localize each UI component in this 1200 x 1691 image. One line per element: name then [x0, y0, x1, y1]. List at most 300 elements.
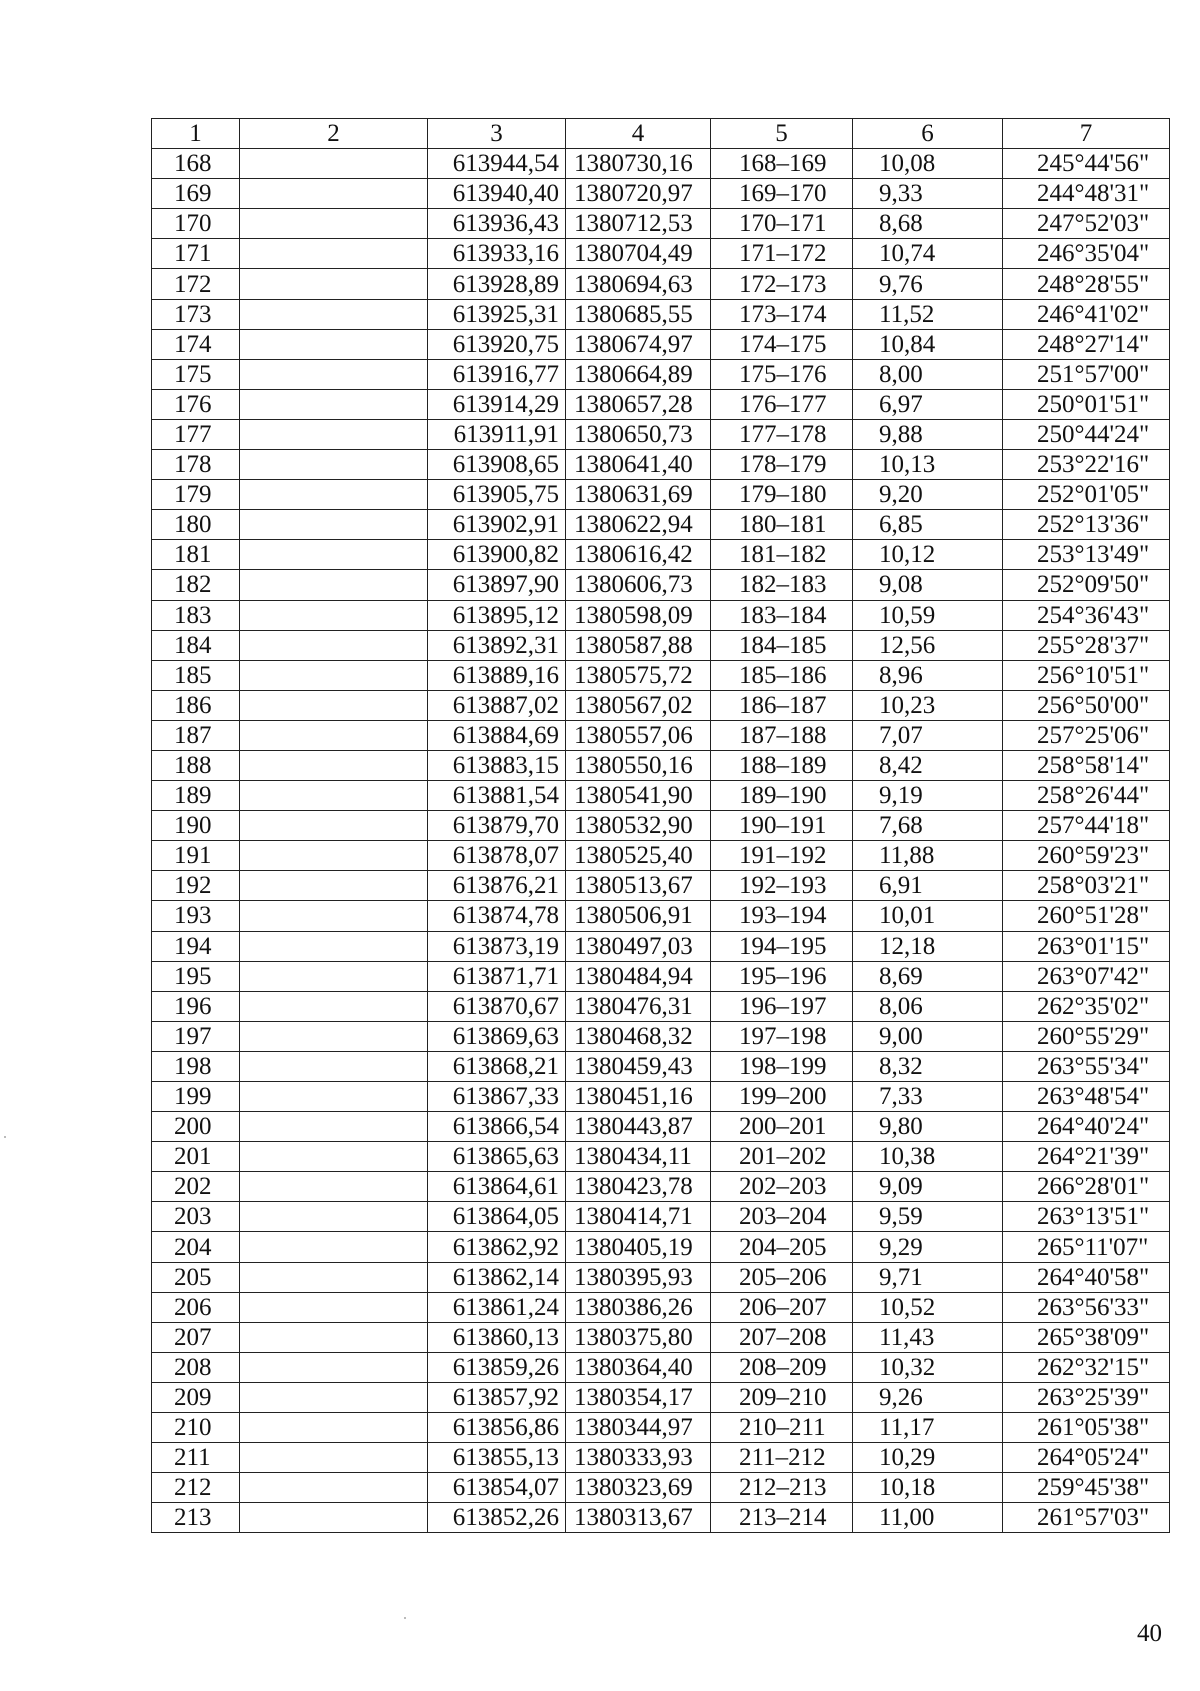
point-number-cell: 187 — [152, 720, 240, 750]
y-coordinate-cell: 1380598,09 — [566, 600, 711, 630]
segment-cell: 191–192 — [711, 841, 853, 871]
y-coordinate-cell: 1380704,49 — [566, 239, 711, 269]
bearing-cell: 254°36'43" — [1003, 600, 1170, 630]
empty-cell-cell — [240, 359, 428, 389]
distance-cell: 7,07 — [853, 720, 1003, 750]
y-coordinate-cell: 1380423,78 — [566, 1172, 711, 1202]
x-coordinate-cell: 613940,40 — [428, 179, 566, 209]
point-number-cell: 177 — [152, 419, 240, 449]
y-coordinate-cell: 1380606,73 — [566, 570, 711, 600]
y-coordinate-cell: 1380451,16 — [566, 1082, 711, 1112]
y-coordinate-cell: 1380313,67 — [566, 1503, 711, 1533]
table-row — [152, 660, 1170, 690]
segment-cell: 183–184 — [711, 600, 853, 630]
empty-cell-cell — [240, 1112, 428, 1142]
empty-cell-cell — [240, 239, 428, 269]
x-coordinate-cell: 613852,26 — [428, 1503, 566, 1533]
bearing-cell: 260°55'29" — [1003, 1021, 1170, 1051]
y-coordinate-cell: 1380631,69 — [566, 480, 711, 510]
y-coordinate-cell: 1380414,71 — [566, 1202, 711, 1232]
bearing-cell: 260°59'23" — [1003, 841, 1170, 871]
y-coordinate-cell: 1380497,03 — [566, 931, 711, 961]
table-row — [152, 1051, 1170, 1081]
x-coordinate-cell: 613857,92 — [428, 1382, 566, 1412]
table-row — [152, 841, 1170, 871]
bearing-cell: 264°21'39" — [1003, 1142, 1170, 1172]
x-coordinate-cell: 613928,89 — [428, 269, 566, 299]
segment-cell: 195–196 — [711, 961, 853, 991]
distance-cell: 12,18 — [853, 931, 1003, 961]
x-coordinate-cell: 613895,12 — [428, 600, 566, 630]
distance-cell: 7,33 — [853, 1082, 1003, 1112]
x-coordinate-cell: 613911,91 — [428, 419, 566, 449]
y-coordinate-cell: 1380468,32 — [566, 1021, 711, 1051]
table-row — [152, 269, 1170, 299]
x-coordinate-cell: 613859,26 — [428, 1352, 566, 1382]
empty-cell-cell — [240, 389, 428, 419]
point-number-cell: 186 — [152, 690, 240, 720]
empty-cell-cell — [240, 329, 428, 359]
empty-cell-cell — [240, 871, 428, 901]
distance-cell: 11,88 — [853, 841, 1003, 871]
table-row — [152, 1382, 1170, 1412]
bearing-cell: 261°57'03" — [1003, 1503, 1170, 1533]
segment-cell: 199–200 — [711, 1082, 853, 1112]
segment-cell: 190–191 — [711, 811, 853, 841]
bearing-cell: 255°28'37" — [1003, 630, 1170, 660]
table-row — [152, 570, 1170, 600]
table-row — [152, 690, 1170, 720]
table-row — [152, 389, 1170, 419]
y-coordinate-cell: 1380641,40 — [566, 450, 711, 480]
distance-cell: 8,00 — [853, 359, 1003, 389]
segment-cell: 178–179 — [711, 450, 853, 480]
y-coordinate-cell: 1380395,93 — [566, 1262, 711, 1292]
segment-cell: 189–190 — [711, 781, 853, 811]
bearing-cell: 258°58'14" — [1003, 750, 1170, 780]
x-coordinate-cell: 613944,54 — [428, 149, 566, 179]
y-coordinate-cell: 1380476,31 — [566, 991, 711, 1021]
segment-cell: 202–203 — [711, 1172, 853, 1202]
segment-cell: 207–208 — [711, 1322, 853, 1352]
bearing-cell: 257°25'06" — [1003, 720, 1170, 750]
y-coordinate-cell: 1380557,06 — [566, 720, 711, 750]
point-number-cell: 180 — [152, 510, 240, 540]
x-coordinate-cell: 613883,15 — [428, 750, 566, 780]
segment-cell: 176–177 — [711, 389, 853, 419]
segment-cell: 182–183 — [711, 570, 853, 600]
column-header-6: 6 — [853, 119, 1003, 149]
empty-cell-cell — [240, 450, 428, 480]
distance-cell: 9,08 — [853, 570, 1003, 600]
segment-cell: 170–171 — [711, 209, 853, 239]
empty-cell-cell — [240, 149, 428, 179]
y-coordinate-cell: 1380712,53 — [566, 209, 711, 239]
y-coordinate-cell: 1380587,88 — [566, 630, 711, 660]
table-body — [152, 149, 1170, 1533]
empty-cell-cell — [240, 540, 428, 570]
y-coordinate-cell: 1380434,11 — [566, 1142, 711, 1172]
segment-cell: 206–207 — [711, 1292, 853, 1322]
bearing-cell: 265°38'09" — [1003, 1322, 1170, 1352]
table-row — [152, 149, 1170, 179]
point-number-cell: 210 — [152, 1413, 240, 1443]
empty-cell-cell — [240, 750, 428, 780]
distance-cell: 10,18 — [853, 1473, 1003, 1503]
bearing-cell: 263°07'42" — [1003, 961, 1170, 991]
column-header-3: 3 — [428, 119, 566, 149]
empty-cell-cell — [240, 1262, 428, 1292]
segment-cell: 192–193 — [711, 871, 853, 901]
x-coordinate-cell: 613867,33 — [428, 1082, 566, 1112]
segment-cell: 179–180 — [711, 480, 853, 510]
empty-cell-cell — [240, 1142, 428, 1172]
distance-cell: 11,00 — [853, 1503, 1003, 1533]
empty-cell-cell — [240, 209, 428, 239]
bearing-cell: 263°01'15" — [1003, 931, 1170, 961]
bearing-cell: 264°40'24" — [1003, 1112, 1170, 1142]
empty-cell-cell — [240, 1382, 428, 1412]
bearing-cell: 256°50'00" — [1003, 690, 1170, 720]
table-row — [152, 781, 1170, 811]
distance-cell: 10,84 — [853, 329, 1003, 359]
distance-cell: 8,06 — [853, 991, 1003, 1021]
point-number-cell: 174 — [152, 329, 240, 359]
x-coordinate-cell: 613873,19 — [428, 931, 566, 961]
y-coordinate-cell: 1380622,94 — [566, 510, 711, 540]
table-row — [152, 931, 1170, 961]
y-coordinate-cell: 1380532,90 — [566, 811, 711, 841]
x-coordinate-cell: 613854,07 — [428, 1473, 566, 1503]
table-row — [152, 510, 1170, 540]
table-row — [152, 540, 1170, 570]
empty-cell-cell — [240, 1232, 428, 1262]
y-coordinate-cell: 1380484,94 — [566, 961, 711, 991]
bearing-cell: 263°56'33" — [1003, 1292, 1170, 1322]
table-row — [152, 1021, 1170, 1051]
x-coordinate-cell: 613889,16 — [428, 660, 566, 690]
distance-cell: 8,42 — [853, 750, 1003, 780]
table-row — [152, 1443, 1170, 1473]
point-number-cell: 188 — [152, 750, 240, 780]
x-coordinate-cell: 613866,54 — [428, 1112, 566, 1142]
empty-cell-cell — [240, 991, 428, 1021]
point-number-cell: 200 — [152, 1112, 240, 1142]
segment-cell: 184–185 — [711, 630, 853, 660]
empty-cell-cell — [240, 1051, 428, 1081]
empty-cell-cell — [240, 720, 428, 750]
scan-speck — [4, 1136, 6, 1138]
bearing-cell: 244°48'31" — [1003, 179, 1170, 209]
bearing-cell: 246°41'02" — [1003, 299, 1170, 329]
segment-cell: 173–174 — [711, 299, 853, 329]
bearing-cell: 264°05'24" — [1003, 1443, 1170, 1473]
distance-cell: 12,56 — [853, 630, 1003, 660]
distance-cell: 9,33 — [853, 179, 1003, 209]
segment-cell: 204–205 — [711, 1232, 853, 1262]
bearing-cell: 245°44'56" — [1003, 149, 1170, 179]
bearing-cell: 252°09'50" — [1003, 570, 1170, 600]
point-number-cell: 175 — [152, 359, 240, 389]
empty-cell-cell — [240, 931, 428, 961]
x-coordinate-cell: 613865,63 — [428, 1142, 566, 1172]
x-coordinate-cell: 613870,67 — [428, 991, 566, 1021]
table-row — [152, 961, 1170, 991]
segment-cell: 177–178 — [711, 419, 853, 449]
x-coordinate-cell: 613864,61 — [428, 1172, 566, 1202]
distance-cell: 9,59 — [853, 1202, 1003, 1232]
distance-cell: 9,00 — [853, 1021, 1003, 1051]
bearing-cell: 253°22'16" — [1003, 450, 1170, 480]
table-row — [152, 179, 1170, 209]
x-coordinate-cell: 613900,82 — [428, 540, 566, 570]
bearing-cell: 266°28'01" — [1003, 1172, 1170, 1202]
x-coordinate-cell: 613869,63 — [428, 1021, 566, 1051]
bearing-cell: 251°57'00" — [1003, 359, 1170, 389]
y-coordinate-cell: 1380575,72 — [566, 660, 711, 690]
empty-cell-cell — [240, 690, 428, 720]
distance-cell: 11,43 — [853, 1322, 1003, 1352]
x-coordinate-cell: 613862,14 — [428, 1262, 566, 1292]
distance-cell: 9,80 — [853, 1112, 1003, 1142]
bearing-cell: 258°26'44" — [1003, 781, 1170, 811]
empty-cell-cell — [240, 901, 428, 931]
distance-cell: 10,01 — [853, 901, 1003, 931]
x-coordinate-cell: 613936,43 — [428, 209, 566, 239]
table-row — [152, 1232, 1170, 1262]
y-coordinate-cell: 1380333,93 — [566, 1443, 711, 1473]
table-row — [152, 750, 1170, 780]
empty-cell-cell — [240, 1413, 428, 1443]
x-coordinate-cell: 613933,16 — [428, 239, 566, 269]
segment-cell: 200–201 — [711, 1112, 853, 1142]
segment-cell: 181–182 — [711, 540, 853, 570]
table-row — [152, 1172, 1170, 1202]
point-number-cell: 169 — [152, 179, 240, 209]
table-row — [152, 901, 1170, 931]
point-number-cell: 171 — [152, 239, 240, 269]
bearing-cell: 261°05'38" — [1003, 1413, 1170, 1443]
point-number-cell: 173 — [152, 299, 240, 329]
segment-cell: 211–212 — [711, 1443, 853, 1473]
y-coordinate-cell: 1380354,17 — [566, 1382, 711, 1412]
point-number-cell: 213 — [152, 1503, 240, 1533]
segment-cell: 194–195 — [711, 931, 853, 961]
y-coordinate-cell: 1380386,26 — [566, 1292, 711, 1322]
bearing-cell: 263°55'34" — [1003, 1051, 1170, 1081]
empty-cell-cell — [240, 1082, 428, 1112]
segment-cell: 169–170 — [711, 179, 853, 209]
distance-cell: 8,32 — [853, 1051, 1003, 1081]
table-row — [152, 1082, 1170, 1112]
segment-cell: 168–169 — [711, 149, 853, 179]
x-coordinate-cell: 613864,05 — [428, 1202, 566, 1232]
table-row — [152, 1473, 1170, 1503]
empty-cell-cell — [240, 1292, 428, 1322]
point-number-cell: 203 — [152, 1202, 240, 1232]
y-coordinate-cell: 1380730,16 — [566, 149, 711, 179]
point-number-cell: 199 — [152, 1082, 240, 1112]
x-coordinate-cell: 613908,65 — [428, 450, 566, 480]
table-row — [152, 359, 1170, 389]
table-row — [152, 811, 1170, 841]
point-number-cell: 189 — [152, 781, 240, 811]
y-coordinate-cell: 1380459,43 — [566, 1051, 711, 1081]
bearing-cell: 263°25'39" — [1003, 1382, 1170, 1412]
column-header-5: 5 — [711, 119, 853, 149]
table-row — [152, 991, 1170, 1021]
y-coordinate-cell: 1380525,40 — [566, 841, 711, 871]
distance-cell: 10,08 — [853, 149, 1003, 179]
bearing-cell: 252°01'05" — [1003, 480, 1170, 510]
segment-cell: 185–186 — [711, 660, 853, 690]
bearing-cell: 257°44'18" — [1003, 811, 1170, 841]
segment-cell: 196–197 — [711, 991, 853, 1021]
distance-cell: 6,91 — [853, 871, 1003, 901]
distance-cell: 10,32 — [853, 1352, 1003, 1382]
distance-cell: 11,52 — [853, 299, 1003, 329]
y-coordinate-cell: 1380616,42 — [566, 540, 711, 570]
y-coordinate-cell: 1380375,80 — [566, 1322, 711, 1352]
empty-cell-cell — [240, 841, 428, 871]
x-coordinate-cell: 613861,24 — [428, 1292, 566, 1322]
segment-cell: 201–202 — [711, 1142, 853, 1172]
table-row — [152, 871, 1170, 901]
table-row — [152, 1292, 1170, 1322]
distance-cell: 10,38 — [853, 1142, 1003, 1172]
distance-cell: 9,09 — [853, 1172, 1003, 1202]
x-coordinate-cell: 613892,31 — [428, 630, 566, 660]
point-number-cell: 204 — [152, 1232, 240, 1262]
distance-cell: 10,12 — [853, 540, 1003, 570]
column-header-4: 4 — [566, 119, 711, 149]
bearing-cell: 247°52'03" — [1003, 209, 1170, 239]
point-number-cell: 212 — [152, 1473, 240, 1503]
bearing-cell: 263°48'54" — [1003, 1082, 1170, 1112]
bearing-cell: 248°27'14" — [1003, 329, 1170, 359]
point-number-cell: 202 — [152, 1172, 240, 1202]
bearing-cell: 253°13'49" — [1003, 540, 1170, 570]
empty-cell-cell — [240, 811, 428, 841]
bearing-cell: 250°44'24" — [1003, 419, 1170, 449]
point-number-cell: 176 — [152, 389, 240, 419]
x-coordinate-cell: 613856,86 — [428, 1413, 566, 1443]
distance-cell: 9,76 — [853, 269, 1003, 299]
table-row — [152, 329, 1170, 359]
empty-cell-cell — [240, 600, 428, 630]
point-number-cell: 208 — [152, 1352, 240, 1382]
x-coordinate-cell: 613902,91 — [428, 510, 566, 540]
segment-cell: 203–204 — [711, 1202, 853, 1232]
segment-cell: 175–176 — [711, 359, 853, 389]
empty-cell-cell — [240, 299, 428, 329]
x-coordinate-cell: 613905,75 — [428, 480, 566, 510]
table-row — [152, 1112, 1170, 1142]
empty-cell-cell — [240, 510, 428, 540]
empty-cell-cell — [240, 269, 428, 299]
distance-cell: 8,68 — [853, 209, 1003, 239]
y-coordinate-cell: 1380323,69 — [566, 1473, 711, 1503]
x-coordinate-cell: 613884,69 — [428, 720, 566, 750]
point-number-cell: 170 — [152, 209, 240, 239]
segment-cell: 186–187 — [711, 690, 853, 720]
empty-cell-cell — [240, 179, 428, 209]
point-number-cell: 191 — [152, 841, 240, 871]
point-number-cell: 194 — [152, 931, 240, 961]
bearing-cell: 256°10'51" — [1003, 660, 1170, 690]
y-coordinate-cell: 1380541,90 — [566, 781, 711, 811]
point-number-cell: 206 — [152, 1292, 240, 1322]
bearing-cell: 248°28'55" — [1003, 269, 1170, 299]
point-number-cell: 179 — [152, 480, 240, 510]
y-coordinate-cell: 1380685,55 — [566, 299, 711, 329]
x-coordinate-cell: 613868,21 — [428, 1051, 566, 1081]
empty-cell-cell — [240, 1172, 428, 1202]
y-coordinate-cell: 1380664,89 — [566, 359, 711, 389]
segment-cell: 187–188 — [711, 720, 853, 750]
x-coordinate-cell: 613887,02 — [428, 690, 566, 720]
empty-cell-cell — [240, 480, 428, 510]
column-header-7: 7 — [1003, 119, 1170, 149]
table-row — [152, 1352, 1170, 1382]
distance-cell: 11,17 — [853, 1413, 1003, 1443]
distance-cell: 6,85 — [853, 510, 1003, 540]
distance-cell: 6,97 — [853, 389, 1003, 419]
y-coordinate-cell: 1380364,40 — [566, 1352, 711, 1382]
scan-speck — [404, 1617, 406, 1619]
table-row — [152, 299, 1170, 329]
point-number-cell: 172 — [152, 269, 240, 299]
point-number-cell: 193 — [152, 901, 240, 931]
segment-cell: 209–210 — [711, 1382, 853, 1412]
distance-cell: 10,59 — [853, 600, 1003, 630]
x-coordinate-cell: 613914,29 — [428, 389, 566, 419]
table-row — [152, 1262, 1170, 1292]
point-number-cell: 182 — [152, 570, 240, 600]
y-coordinate-cell: 1380405,19 — [566, 1232, 711, 1262]
point-number-cell: 201 — [152, 1142, 240, 1172]
distance-cell: 8,96 — [853, 660, 1003, 690]
y-coordinate-cell: 1380567,02 — [566, 690, 711, 720]
segment-cell: 212–213 — [711, 1473, 853, 1503]
table-row — [152, 1142, 1170, 1172]
x-coordinate-cell: 613855,13 — [428, 1443, 566, 1473]
segment-cell: 171–172 — [711, 239, 853, 269]
point-number-cell: 195 — [152, 961, 240, 991]
segment-cell: 188–189 — [711, 750, 853, 780]
segment-cell: 174–175 — [711, 329, 853, 359]
table-row — [152, 1322, 1170, 1352]
segment-cell: 208–209 — [711, 1352, 853, 1382]
table-row — [152, 630, 1170, 660]
x-coordinate-cell: 613925,31 — [428, 299, 566, 329]
x-coordinate-cell: 613876,21 — [428, 871, 566, 901]
point-number-cell: 196 — [152, 991, 240, 1021]
distance-cell: 9,26 — [853, 1382, 1003, 1412]
empty-cell-cell — [240, 1473, 428, 1503]
point-number-cell: 184 — [152, 630, 240, 660]
y-coordinate-cell: 1380443,87 — [566, 1112, 711, 1142]
bearing-cell: 263°13'51" — [1003, 1202, 1170, 1232]
point-number-cell: 178 — [152, 450, 240, 480]
table-row — [152, 239, 1170, 269]
empty-cell-cell — [240, 630, 428, 660]
x-coordinate-cell: 613916,77 — [428, 359, 566, 389]
empty-cell-cell — [240, 1503, 428, 1533]
distance-cell: 9,88 — [853, 419, 1003, 449]
bearing-cell: 262°32'15" — [1003, 1352, 1170, 1382]
bearing-cell: 259°45'38" — [1003, 1473, 1170, 1503]
